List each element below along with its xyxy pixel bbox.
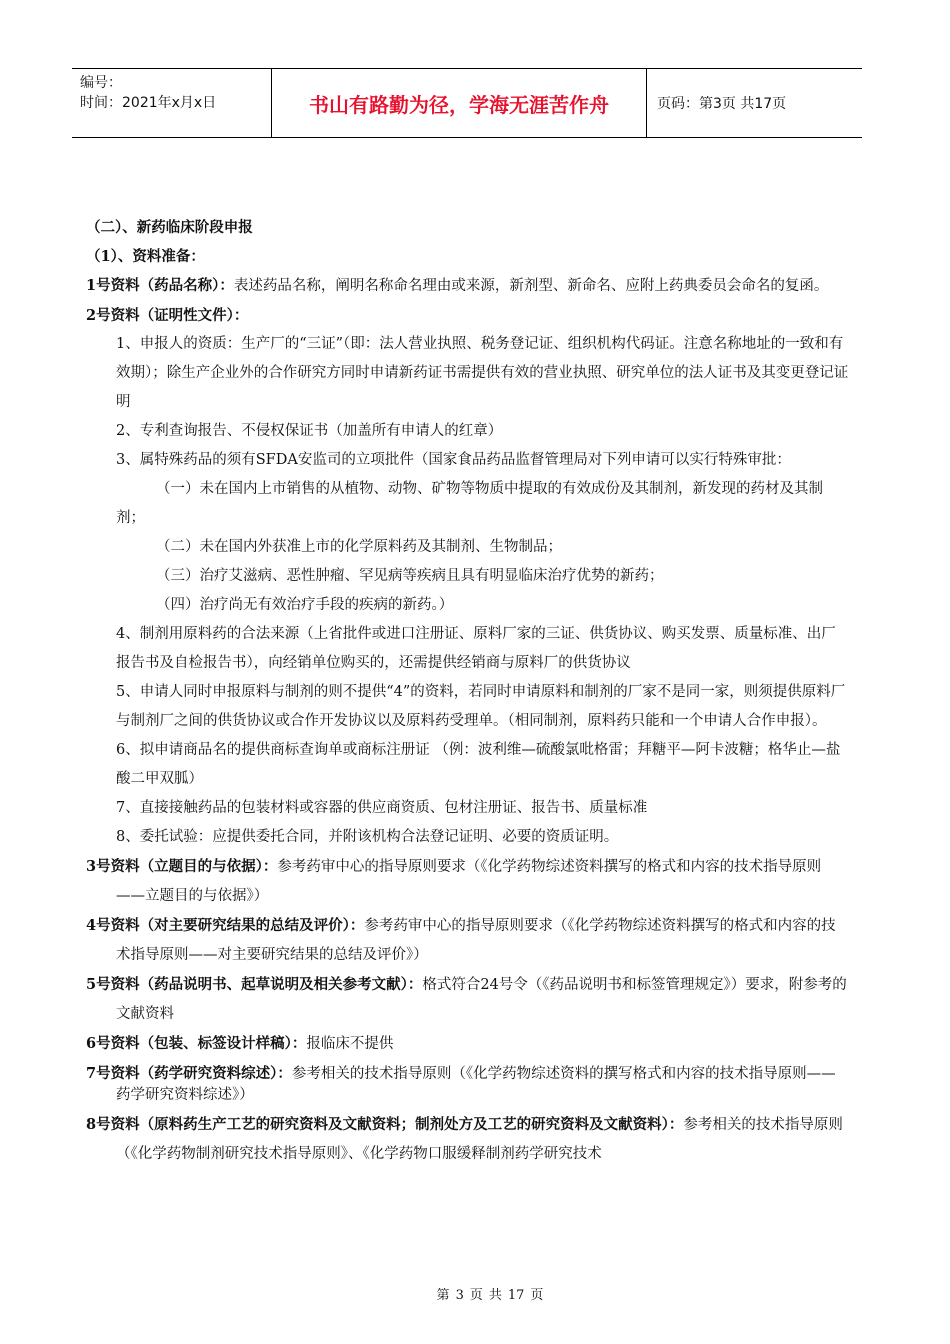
item-2-para-5: 5、申请人同时申报原料与制剂的则不提供“4”的资料，若同时申请原料和制剂的厂家不是同一家，则须提供原料厂与制剂厂之间的供货协议或合作开发协议以及原料药受理单。（相同制剂，原料药只能和一个申请人合作申报）。	[116, 684, 846, 729]
item-2-para-3d: （四）治疗尚无有效治疗手段的疾病的新药。）	[156, 597, 454, 613]
document-body	[86, 213, 850, 1169]
item-2-title: 2号资料（证明性文件）：	[86, 307, 249, 324]
item-1	[86, 271, 850, 301]
footer-total-pages: 17	[507, 1288, 525, 1303]
footer-ye: 页	[469, 1288, 483, 1303]
item-4	[86, 911, 850, 970]
header-motto: 书山有路勤为径，学海无涯苦作舟	[272, 69, 647, 137]
item-2-para-2: 2、专利查询报告、不侵权保证书（加盖所有申请人的红章）	[116, 423, 503, 439]
item-2-para-3b: （二）未在国内外获准上市的化学原料药及其制剂、生物制品；	[156, 539, 562, 555]
item-2-para-4: 4、制剂用原料药的合法来源（上省批件或进口注册证、原料厂家的三证、供货协议、购买发票、质量标准、出厂报告书及自检报告书），向经销单位购买的，还需提供经销商与原料厂的供货协议	[116, 626, 836, 671]
item-7-title: 7号资料（药学研究资料综述）：	[86, 1065, 292, 1082]
document-number-label: 编号：	[80, 75, 122, 91]
section-heading: （二）、新药临床阶段申报	[86, 219, 253, 236]
page-footer	[0, 1284, 950, 1303]
page-header	[72, 68, 862, 138]
item-5-title: 5号资料（药品说明书、起草说明及相关参考文献）：	[86, 976, 423, 993]
item-7-text: 参考相关的技术指导原则（《化学药物综述资料的撰写格式和内容的技术指导原则——药学研究资料综述》）	[116, 1066, 836, 1103]
item-2-para-6: 6、拟申请商品名的提供商标查询单或商标注册证 （例：波利维—硫酸氯吡格雷；拜糖平—阿卡波糖；格华止—盐酸二甲双胍）	[116, 742, 841, 787]
footer-ye2: 页	[530, 1288, 544, 1303]
item-7	[86, 1063, 850, 1106]
item-3-title: 3号资料（立题目的与依据）：	[86, 858, 278, 875]
item-2-para-3: 3、属特殊药品的须有SFDA安监司的立项批件（国家食品药品监督管理局对下列申请可以实行特殊审批：	[116, 452, 791, 468]
item-2-para-3a: （一）未在国内上市销售的从植物、动物、矿物等物质中提取的有效成份及其制剂，新发现的药材及其制剂；	[116, 481, 823, 526]
item-2-para-7: 7、直接接触药品的包装材料或容器的供应商资质、包材注册证、报告书、质量标准	[116, 800, 648, 816]
item-1-text: 表述药品名称，阐明名称命名理由或来源，新剂型、新命名、应附上药典委员会命名的复函。	[233, 278, 829, 294]
footer-di: 第	[436, 1288, 450, 1303]
item-6-text: 报临床不提供	[306, 1036, 394, 1052]
item-3-text: 参考药审中心的指导原则要求（《化学药物综述资料撰写的格式和内容的技术指导原则——立题目的与依据》）	[116, 859, 822, 904]
footer-gong: 共	[488, 1288, 502, 1303]
item-8	[86, 1110, 850, 1169]
item-6	[86, 1029, 850, 1059]
header-meta	[72, 69, 272, 137]
section-sub-heading: （1）、资料准备：	[86, 248, 205, 265]
item-3	[86, 852, 850, 911]
item-5-text: 格式符合24号令（《药品说明书和标签管理规定》）要求，附参考的文献资料	[116, 977, 847, 1022]
item-4-text: 参考药审中心的指导原则要求（《化学药物综述资料撰写的格式和内容的技术指导原则——对主要研究结果的总结及评价》）	[116, 918, 836, 963]
item-2-para-8: 8、委托试验：应提供委托合同，并附该机构合法登记证明、必要的资质证明。	[116, 829, 619, 845]
item-4-title: 4号资料（对主要研究结果的总结及评价）：	[86, 917, 365, 934]
item-5	[86, 970, 850, 1029]
footer-page-number: 3	[455, 1288, 464, 1303]
item-1-title: 1号资料（药品名称）：	[86, 277, 234, 294]
item-2-para-1: 1、申报人的资质：生产厂的“三证”（即：法人营业执照、税务登记证、组织机构代码证。注意名称地址的一致和有效期）；除生产企业外的合作研究方同时申请新药证书需提供有效的营业执照、研究单位的法人证书及其变更登记证明	[116, 336, 849, 410]
item-8-text: 参考相关的技术指导原则（《化学药物制剂研究技术指导原则》、《化学药物口服缓释制剂药学研究技术	[116, 1117, 843, 1162]
item-2-para-3c: （三）治疗艾滋病、恶性肿瘤、罕见病等疾病且具有明显临床治疗优势的新药；	[156, 568, 664, 584]
item-8-title: 8号资料（原料药生产工艺的研究资料及文献资料；制剂处方及工艺的研究资料及文献资料）：	[86, 1116, 684, 1133]
document-time-label: 时间：2021年x月x日	[80, 95, 217, 111]
item-6-title: 6号资料（包装、标签设计样稿）：	[86, 1035, 307, 1052]
header-page-label: 页码：第3页 共17页	[657, 96, 787, 112]
